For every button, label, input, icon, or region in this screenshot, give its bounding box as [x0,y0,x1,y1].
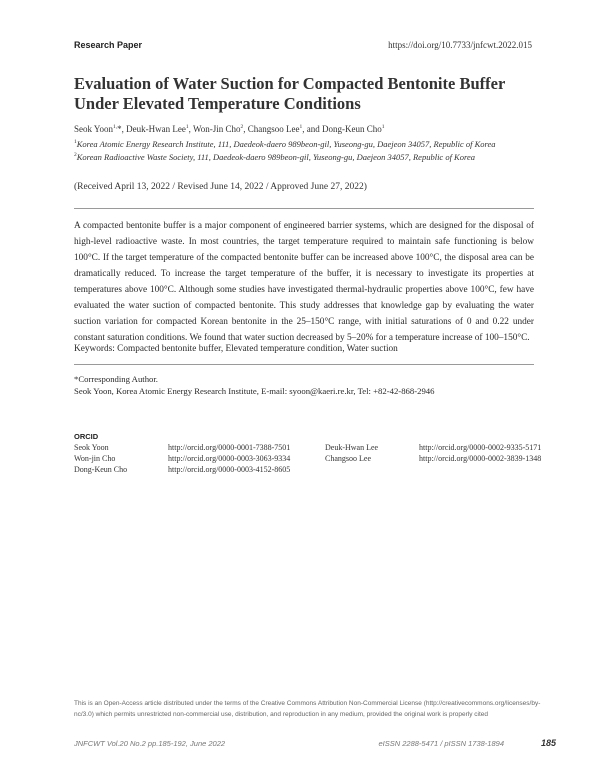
affiliation-text: Korea Atomic Energy Research Institute, 111, Daedeok-daero 989beon-gil, Yuseong-gu, Daejeon 34057, Republic of Korea [76,139,496,149]
orcid-link[interactable]: http://orcid.org/0000-0002-3839-1348 [419,454,542,463]
article-title: Evaluation of Water Suction for Compacted Bentonite Buffer Under Elevated Temperature Conditions [74,74,505,113]
orcid-name: Seok Yoon [74,443,109,452]
journal-citation: JNFCWT Vol.20 No.2 pp.185-192, June 2022 [74,739,226,748]
author-name: Deuk-Hwan Lee [126,124,186,134]
orcid-link[interactable]: http://orcid.org/0000-0001-7388-7501 [168,443,291,452]
received-dates: (Received April 13, 2022 / Revised June 14, 2022 / Approved June 27, 2022) [74,182,367,192]
author-sup: 1 [185,124,189,130]
orcid-link[interactable]: http://orcid.org/0000-0003-3063-9334 [168,454,291,463]
orcid-name: Changsoo Lee [325,454,371,463]
keywords: Keywords: Compacted bentonite buffer, Elevated temperature condition, Water suction [74,344,398,354]
affiliation-2 [74,152,475,162]
author-sup: 1 [299,124,303,130]
author-name: Won-Jin Cho [192,124,241,134]
affiliation-1 [74,139,496,149]
author-separator: , [188,124,193,134]
author-name: Dong-Keun Cho [322,124,382,134]
orcid-name: Dong-Keun Cho [74,465,128,474]
author-separator: , and [302,124,322,134]
author-sup: 2 [240,124,244,130]
orcid-heading: ORCID [74,432,99,441]
license-notice: This is an Open-Access article distributed under the terms of the Creative Commons Attribution Non-Commercial License (http://creativecommons.org/licenses/by-nc/3.0) which permits unrestricted non-commercial use, distribution, and reproduction in any medium, provided the original work is properly cited [74,700,541,718]
author-name: Changsoo Lee [247,124,300,134]
issn: eISSN 2288-5471 / pISSN 1738-1894 [378,739,504,748]
orcid-name: Won-jin Cho [74,454,116,463]
orcid-name: Deuk-Hwan Lee [325,443,379,452]
divider-top [74,208,534,209]
affiliation-sup: 2 [74,152,77,159]
divider-bottom [74,364,534,365]
author-name: Seok Yoon [74,124,114,134]
doi-link[interactable]: https://doi.org/10.7733/jnfcwt.2022.015 [388,40,532,50]
orcid-link[interactable]: http://orcid.org/0000-0003-4152-8605 [168,465,291,474]
abstract-text: A compacted bentonite buffer is a major component of engineered barrier systems, which are designed for the disposal of high-level radioactive waste. In most countries, the target temperature required to maintain safe functioning is below 100°C. If the target temperature of the compacted bentonite buffer can be increased above 100°C, the disposal area can be dramatically reduced. To increase the target temperature of the buffer, it is necessary to investigate its properties at temperatures above 100°C. Although some studies have investigated thermal-hydraulic properties above 100°C, few have evaluated the water suction of compacted bentonite. This study addresses that knowledge gap by evaluating the water suction variation for compacted Korean bentonite in the 25–150°C range, with initial saturations of 0 and 0.22 under constant saturation conditions. We found that water suction decreased by 5–20% for a temperature increase of 100–150°C. [74,221,534,343]
article-type-label: Research Paper [74,40,143,50]
author-sup: 1, [113,124,118,130]
orcid-link[interactable]: http://orcid.org/0000-0002-9335-5171 [419,443,542,452]
author-separator: , [243,124,248,134]
author-list [74,124,385,134]
corresponding-author-label: *Corresponding Author. [74,374,158,384]
author-separator: , [121,124,127,134]
author-sup: 1 [381,124,385,130]
affiliation-text: Korean Radioactive Waste Society, 111, Daedeok-daero 989beon-gil, Yuseong-gu, Daejeon 34057, Republic of Korea [76,152,475,162]
affiliation-sup: 1 [74,139,77,146]
page-number: 185 [540,738,556,748]
corresponding-mark: * [117,124,122,134]
corresponding-author-details: Seok Yoon, Korea Atomic Energy Research Institute, E-mail: syoon@kaeri.re.kr, Tel: +82-42-868-2946 [74,386,435,396]
